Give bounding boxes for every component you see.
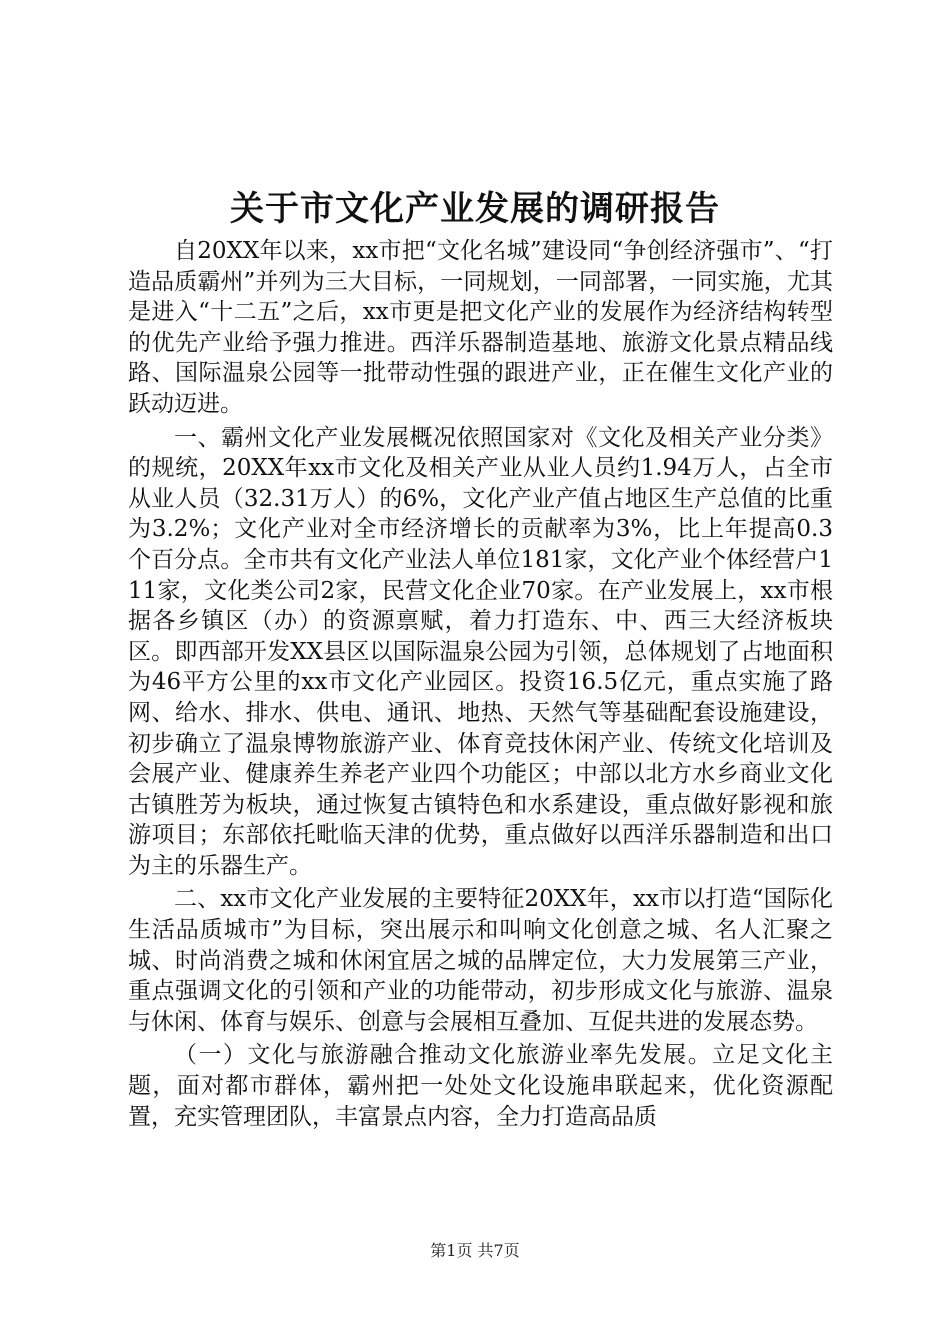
- paragraph-subsection-1: （一）文化与旅游融合推动文化旅游业率先发展。立足文化主题，面对都市群体，霸州把一处处文化设施串联起来，优化资源配置，充实管理团队，丰富景点内容，全力打造高品质: [128, 1042, 833, 1130]
- paragraph-section-2: 二、xx市文化产业发展的主要特征20XX年，xx市以打造“国际化生活品质城市”为目标，突出展示和叫响文化创意之城、名人汇聚之城、时尚消费之城和休闲宜居之城的品牌定位，大力发展第三产业，重点强调文化的引领和产业的功能带动，初步形成文化与旅游、温泉与休闲、体育与娱乐、创意与会展相互叠加、互促共进的发展态势。: [128, 886, 833, 1035]
- paragraph-section-1: 一、霸州文化产业发展概况依照国家对《文化及相关产业分类》的规统，20XX年xx市文化及相关产业从业人员约1.94万人，占全市从业人员（32.31万人）的6%，文化产业产值占地区生产总值的比重为3.2%；文化产业对全市经济增长的贡献率为3%，比上年提高0.3个百分点。全市共有文化产业法人单位181家，文化产业个体经营户111家，文化类公司2家，民营文化企业70家。在产业发展上，xx市根据各乡镇区（办）的资源禀赋，着力打造东、中、西三大经济板块区。即西部开发XX县区以国际温泉公园为引领，总体规划了占地面积为46平方公里的xx市文化产业园区。投资16.5亿元，重点实施了路网、给水、排水、供电、通讯、地热、天然气等基础配套设施建设，初步确立了温泉博物旅游产业、体育竞技休闲产业、传统文化培训及会展产业、健康养生养老产业四个功能区；中部以北方水乡商业文化古镇胜芳为板块，通过恢复古镇特色和水系建设，重点做好影视和旅游项目；东部依托毗临天津的优势，重点做好以西洋乐器制造和出口为主的乐器生产。: [128, 424, 833, 879]
- page-number-footer: 第1页 共7页: [430, 1241, 520, 1260]
- document-body: [128, 236, 833, 1132]
- document-title: 关于市文化产业发展的调研报告: [230, 189, 720, 229]
- paragraph-intro: 自20XX年以来，xx市把“文化名城”建设同“争创经济强市”、“打造品质霸州”并列为三大目标，一同规划，一同部署，一同实施，尤其是进入“十二五”之后，xx市更是把文化产业的发展作为经济结构转型的优先产业给予强力推进。西洋乐器制造基地、旅游文化景点精品线路、国际温泉公园等一批带动性强的跟进产业，正在催生文化产业的跃动迈进。: [128, 238, 833, 417]
